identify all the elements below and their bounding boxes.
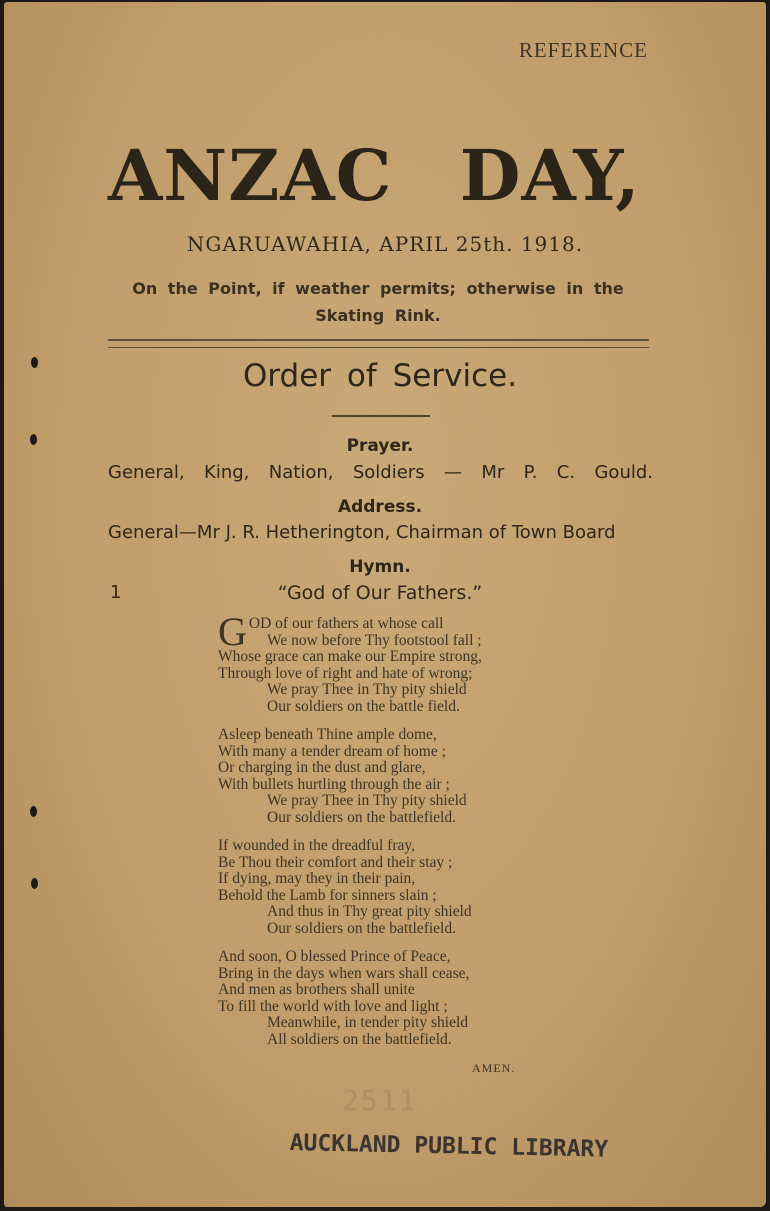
stanza-line: We pray Thee in Thy pity shield	[267, 792, 467, 810]
stanza-line: And thus in Thy great pity shield	[267, 903, 472, 921]
address-text: General—Mr J. R. Hetherington, Chairman of Town Board	[108, 522, 616, 543]
punch-hole	[31, 357, 38, 368]
stanza-line: If dying, may they in their pain,	[218, 870, 416, 888]
stanza-line: And soon, O blessed Prince of Peace,	[218, 948, 451, 965]
stanza-line: Bring in the days when wars shall cease,	[218, 964, 470, 982]
library-stamp: AUCKLAND PUBLIC LIBRARY	[289, 1130, 609, 1163]
punch-hole	[30, 806, 37, 817]
hymn-stanza-1	[218, 609, 558, 716]
stanza-line: If wounded in the dreadful fray,	[218, 837, 415, 854]
stanza-line: Through love of right and hate of wrong;	[218, 664, 473, 682]
punch-hole	[30, 434, 37, 445]
reference-stamp: REFERENCE	[518, 38, 648, 62]
stanza-line: And men as brothers shall unite	[218, 981, 415, 999]
amen: AMEN.	[472, 1061, 516, 1075]
hymn-title: “God of Our Fathers.”	[277, 582, 483, 604]
stanza-line: We now before Thy footstool fall ;	[267, 631, 482, 649]
punch-hole	[31, 878, 38, 889]
stanza-line: With bullets hurtling through the air ;	[218, 775, 450, 793]
program-page	[4, 2, 766, 1207]
stanza-line: Whose grace can make our Empire strong,	[218, 648, 482, 666]
accession-number-stamp: 2511	[342, 1084, 418, 1117]
stanza-line: Asleep beneath Thine ample dome,	[218, 726, 437, 743]
page-title: ANZAC DAY,	[108, 134, 641, 217]
stanza-line: Our soldiers on the battle field.	[267, 697, 460, 715]
stanza-line: To fill the world with love and light ;	[218, 997, 448, 1015]
stanza-line: Behold the Lamb for sinners slain ;	[218, 886, 437, 904]
short-divider	[332, 415, 430, 417]
prayer-text: General, King, Nation, Soldiers — Mr P. C. Gould.	[108, 462, 653, 483]
stanza-line: Our soldiers on the battlefield.	[267, 808, 456, 826]
stanza-line: With many a tender dream of home ;	[218, 742, 446, 760]
drop-cap: G	[218, 609, 247, 654]
hymn-heading: Hymn.	[349, 557, 411, 577]
hymn-number: 1	[110, 582, 122, 603]
stanza-line: Or charging in the dust and glare,	[218, 759, 426, 777]
location-note: On the Point, if weather permits; otherwise in the Skating Rink.	[132, 279, 624, 325]
stanza-line: Be Thou their comfort and their stay ;	[218, 853, 453, 871]
hymn-stanza-4	[218, 949, 558, 1049]
date-line: NGARUAWAHIA, APRIL 25th. 1918.	[186, 232, 584, 256]
stanza-line: Meanwhile, in tender pity shield	[267, 1014, 469, 1032]
stanza-line: We pray Thee in Thy pity shield	[267, 681, 467, 699]
stanza-line: All soldiers on the battlefield.	[267, 1030, 452, 1048]
order-of-service-heading: Order of Service.	[242, 358, 518, 394]
stanza-line: Our soldiers on the battlefield.	[267, 919, 456, 937]
prayer-heading: Prayer.	[346, 436, 414, 456]
stanza-line: OD of our fathers at whose call	[248, 615, 444, 632]
address-heading: Address.	[337, 497, 423, 517]
double-divider	[108, 339, 649, 348]
hymn-stanza-3	[218, 838, 558, 938]
hymn-stanza-2	[218, 727, 558, 827]
